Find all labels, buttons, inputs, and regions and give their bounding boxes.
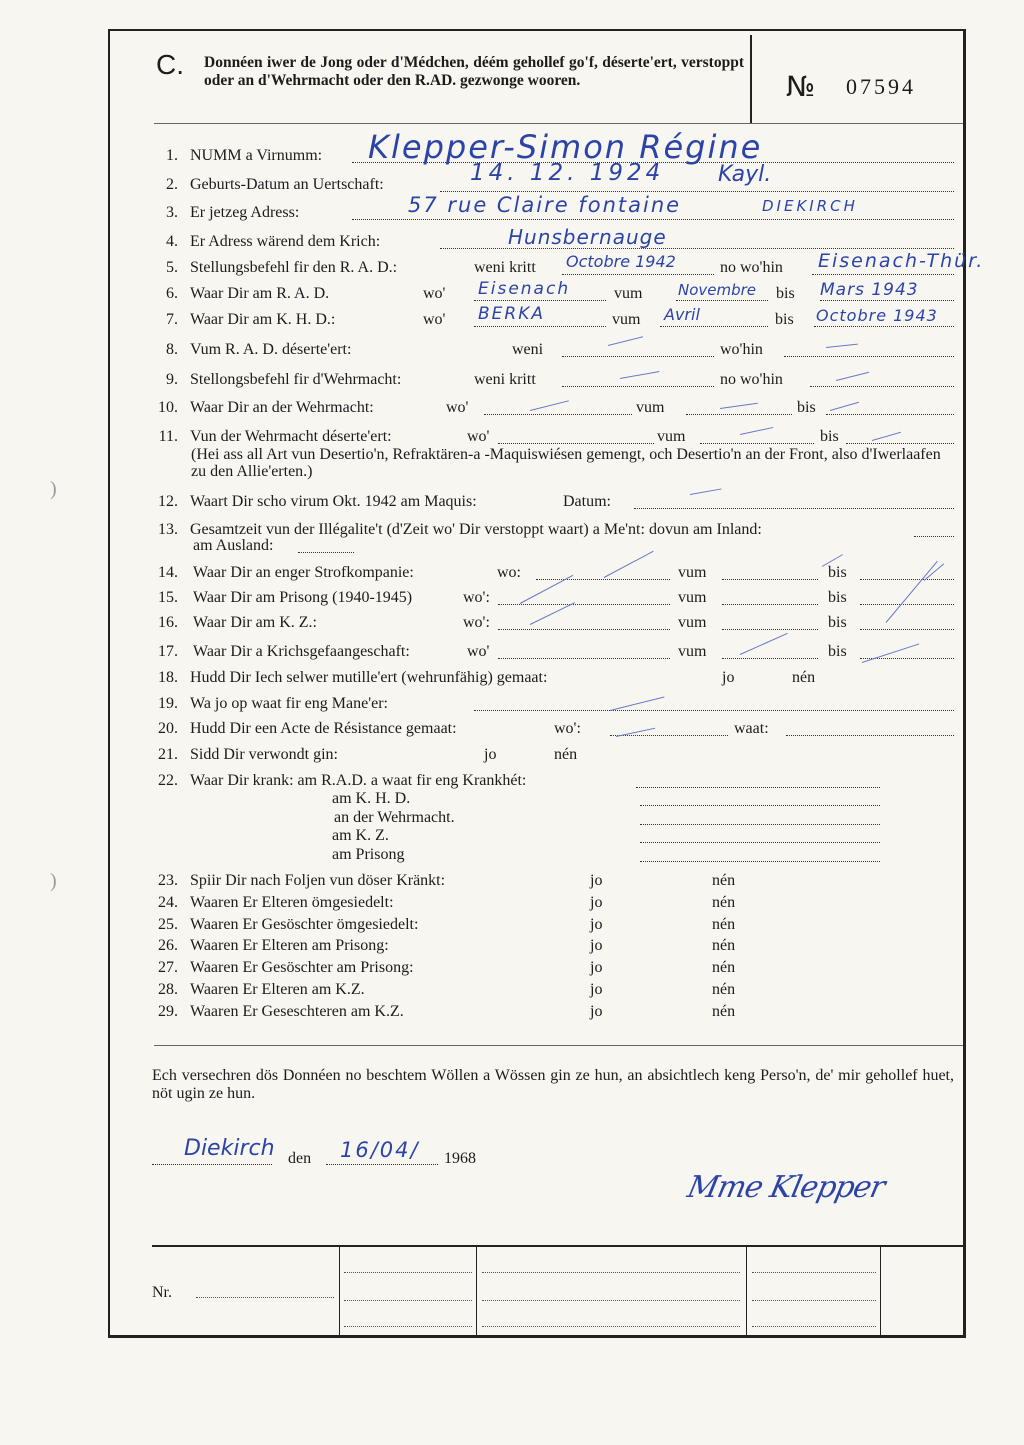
question-label-12: Waart Dir scho virum Okt. 1942 am Maquis: [190, 493, 477, 510]
answer-line [676, 299, 768, 301]
question-number-4: 4. [166, 233, 178, 250]
question-25-field-a: jo [590, 916, 603, 933]
answer-line [440, 190, 954, 192]
question-9-field-a: weni kritt [474, 371, 536, 388]
question-number-5: 5. [166, 259, 178, 276]
footer-col-line [880, 1246, 881, 1336]
question-11-field-a: wo' [467, 428, 490, 445]
place-line [152, 1163, 272, 1165]
question-11-field-b: vum [657, 428, 686, 445]
answer-line [826, 413, 954, 415]
question-14-field-a: wo: [497, 564, 521, 581]
question-27-field-a: jo [590, 959, 603, 976]
answer-line [474, 299, 606, 301]
question-label-14: Waar Dir an enger Strofkompanie: [193, 564, 414, 581]
section-header-text: Donnéen iwer de Jong oder d'Médchen, déém gehollef go'f, déserte'ert, verstoppt oder an d'Wehrmacht oder den R.AD. gezwonge wooren. [204, 54, 744, 89]
question-8-field-b: wo'hin [720, 341, 763, 358]
question-label-5: Stellungsbefehl fir den R. A. D.: [190, 259, 398, 276]
question-22-sub-3: am K. Z. [332, 827, 389, 844]
question-10-field-b: vum [636, 399, 665, 416]
question-number-14: 14. [158, 564, 178, 581]
section-letter: C. [156, 49, 184, 80]
question-number-17: 17. [158, 643, 178, 660]
hw-birth-place: Kayl. [718, 162, 772, 187]
question-20-field-a: wo': [554, 720, 581, 737]
question-number-29: 29. [158, 1003, 178, 1020]
question-label-16: Waar Dir am K. Z.: [193, 614, 317, 631]
hw-khd-from: Avril [664, 305, 700, 324]
question-label-24: Waaren Er Elteren ömgesiedelt: [190, 894, 394, 911]
question-18-field-b: nén [792, 669, 816, 686]
answer-line [810, 385, 954, 387]
question-label-25: Waaren Er Gesöschter ömgesiedelt: [190, 916, 419, 933]
footer-dotted [344, 1326, 472, 1327]
question-number-24: 24. [158, 894, 178, 911]
question-5-field-b: no wo'hin [720, 259, 783, 276]
answer-line [846, 442, 954, 444]
answer-line [634, 507, 954, 509]
den-label: den [288, 1150, 312, 1167]
question-5-field-a: weni kritt [474, 259, 536, 276]
question-number-1: 1. [166, 147, 178, 164]
question-label-10: Waar Dir an der Wehrmacht: [190, 399, 374, 416]
question-9-field-b: no wo'hin [720, 371, 783, 388]
question-7-field-b: vum [612, 311, 641, 328]
footer-dotted [482, 1300, 740, 1301]
hw-place: Diekirch [184, 1136, 275, 1161]
footer-dotted [752, 1272, 876, 1273]
answer-line [562, 385, 714, 387]
answer-line [352, 218, 954, 220]
question-label-22: Waar Dir krank: am R.A.D. a waat fir eng Krankhét: [190, 772, 527, 789]
question-number-9: 9. [166, 371, 178, 388]
form-bottom-rule [108, 1336, 966, 1338]
hw-birth-date: 14. 12. 1924 [470, 160, 665, 186]
question-17-field-c: bis [828, 643, 847, 660]
question-27-field-b: nén [712, 959, 736, 976]
question-16-field-c: bis [828, 614, 847, 631]
question-28-field-b: nén [712, 981, 736, 998]
footer-col-line [746, 1246, 747, 1336]
question-label-1: NUMM a Virnumm: [190, 147, 323, 164]
hw-rad-to: Mars 1943 [820, 280, 919, 300]
date-line [326, 1163, 438, 1165]
answer-line [812, 273, 954, 275]
answer-line [298, 551, 354, 553]
punch-hole-mark: ) [50, 478, 57, 500]
hw-khd-to: Octobre 1943 [816, 306, 938, 325]
question-6-field-b: vum [614, 285, 643, 302]
question-15-field-c: bis [828, 589, 847, 606]
document-number: 07594 [846, 74, 916, 99]
note-question-11: (Hei ass all Art vun Desertio'n, Refraktären-a -Maquiswiésen gemengt, och Desertio'n an der Front, also d'Iwerlaafen zu den Allie'erten.) [191, 446, 941, 480]
question-label-13: Gesamtzeit vun der Illégalite't (d'Zeit wo' Dir verstoppt waart) a Me'nt: dovun am Inland: [190, 521, 762, 538]
footer-top-rule [152, 1245, 966, 1247]
footer-dotted [752, 1300, 876, 1301]
question-22-sub-1: am K. H. D. [332, 790, 411, 807]
question-11-field-c: bis [820, 428, 839, 445]
answer-line [640, 841, 880, 843]
answer-line [474, 325, 606, 327]
question-23-field-a: jo [590, 872, 603, 889]
answer-line [722, 603, 818, 605]
answer-line [722, 628, 818, 630]
question-number-13: 13. [158, 521, 178, 538]
number-label: № [786, 70, 816, 103]
question-label-4: Er Adress wärend dem Krich: [190, 233, 381, 250]
hw-rad-from: Novembre [678, 281, 757, 299]
question-label-7: Waar Dir am K. H. D.: [190, 311, 336, 328]
answer-line [914, 535, 954, 537]
question-label-11: Vun der Wehrmacht déserte'ert: [190, 428, 392, 445]
question-label-6: Waar Dir am R. A. D. [190, 285, 330, 302]
question-6-field-a: wo' [423, 285, 446, 302]
hw-address-city: DIEKIRCH [762, 197, 858, 215]
answer-line [636, 786, 880, 788]
answer-line [814, 325, 954, 327]
answer-line [786, 734, 954, 736]
question-22-sub-2: an der Wehrmacht. [334, 808, 455, 826]
question-17-field-a: wo' [467, 643, 490, 660]
hw-rad-order-place: Eisenach-Thür. [818, 250, 985, 272]
answer-line [640, 860, 880, 862]
question-number-23: 23. [158, 872, 178, 889]
answer-line [498, 603, 670, 605]
answer-line [860, 578, 954, 580]
footer-col-line [476, 1246, 477, 1336]
question-number-26: 26. [158, 937, 178, 954]
question-number-7: 7. [166, 311, 178, 328]
answer-line [498, 628, 670, 630]
question-label-15: Waar Dir am Prisong (1940-1945) [193, 589, 413, 606]
question-15-field-b: vum [678, 589, 707, 606]
question-number-19: 19. [158, 695, 178, 712]
question-number-3: 3. [166, 204, 178, 221]
hw-date: 16/04/ [340, 1138, 420, 1162]
question-number-20: 20. [158, 720, 178, 737]
question-16-field-a: wo': [463, 614, 490, 631]
answer-line [660, 325, 768, 327]
hw-name: Klepper-Simon Régine [368, 128, 763, 166]
question-number-11: 11. [158, 428, 178, 445]
hw-war-address: Hunsbernauge [508, 225, 667, 249]
answer-line [562, 355, 714, 357]
question-number-28: 28. [158, 981, 178, 998]
question-label-3: Er jetzeg Adress: [190, 204, 300, 221]
question-22-sub-4: am Prisong [332, 845, 405, 863]
answer-line [700, 442, 814, 444]
question-20-field-b: waat: [734, 720, 769, 737]
question-number-2: 2. [166, 176, 178, 193]
answer-line [784, 355, 954, 357]
question-label-27: Waaren Er Gesöschter am Prisong: [190, 959, 414, 976]
footer-dotted [752, 1326, 876, 1327]
question-12-field-a: Datum: [563, 493, 611, 510]
question-label-2: Geburts-Datum an Uertschaft: [190, 176, 384, 193]
header-divider [750, 35, 752, 123]
question-number-21: 21. [158, 746, 178, 763]
question-15-field-a: wo': [463, 589, 490, 606]
question-8-field-a: weni [512, 341, 544, 358]
question-14-field-b: vum [678, 564, 707, 581]
question-28-field-a: jo [590, 981, 603, 998]
question-label-28: Waaren Er Elteren am K.Z. [190, 981, 365, 998]
questions-bottom-rule [154, 1045, 963, 1046]
question-17-field-b: vum [678, 643, 707, 660]
question-7-field-c: bis [775, 311, 794, 328]
question-21-field-a: jo [484, 746, 497, 763]
answer-line [860, 628, 954, 630]
question-label-29: Waaren Er Geseschteren am K.Z. [190, 1003, 404, 1020]
question-number-27: 27. [158, 959, 178, 976]
answer-line [562, 273, 714, 275]
question-6-field-c: bis [776, 285, 795, 302]
answer-line [536, 578, 670, 580]
declaration-text: Ech versechren dös Donnéen no beschtem Wöllen a Wössen gin ze hun, an absichtlech keng Perso'n, de' mir gehollef huet, nöt ugin ze hun. [152, 1067, 954, 1102]
question-21-field-b: nén [554, 746, 578, 763]
hw-khd-where: BERKA [478, 304, 545, 324]
question-label-19: Wa jo op waat fir eng Mane'er: [190, 695, 388, 712]
question-number-22: 22. [158, 772, 178, 789]
answer-line [474, 709, 954, 711]
question-29-field-b: nén [712, 1003, 736, 1020]
answer-line [498, 442, 654, 444]
footer-dotted [344, 1272, 472, 1273]
question-10-field-a: wo' [446, 399, 469, 416]
question-29-field-a: jo [590, 1003, 603, 1020]
year-label: 1968 [444, 1150, 476, 1167]
punch-hole-mark: ) [50, 870, 57, 892]
hw-rad-where: Eisenach [478, 279, 571, 299]
question-number-10: 10. [158, 399, 178, 416]
question-26-field-a: jo [590, 937, 603, 954]
footer-dotted [482, 1272, 740, 1273]
question-13-ausland: am Ausland: [193, 537, 274, 554]
question-label-21: Sidd Dir verwondt gin: [190, 746, 338, 763]
question-14-field-c: bis [828, 564, 847, 581]
footer-col-line [339, 1246, 340, 1336]
answer-line [722, 657, 818, 659]
question-label-23: Spiir Dir nach Foljen vun döser Kränkt: [190, 872, 446, 889]
footer-dotted [344, 1300, 472, 1301]
signature: Mme Klepper [684, 1170, 888, 1205]
answer-line [484, 413, 632, 415]
question-24-field-b: nén [712, 894, 736, 911]
answer-line [498, 657, 670, 659]
nr-label: Nr. [152, 1284, 172, 1301]
question-label-18: Hudd Dir Iech selwer mutille'ert (wehrunfähig) gemaat: [190, 669, 548, 686]
question-number-18: 18. [158, 669, 178, 686]
question-label-9: Stellongsbefehl fir d'Wehrmacht: [190, 371, 402, 388]
answer-line [722, 578, 818, 580]
answer-line [640, 804, 880, 806]
question-number-16: 16. [158, 614, 178, 631]
answer-line [640, 823, 880, 825]
footer-dotted [482, 1326, 740, 1327]
hw-rad-order-date: Octobre 1942 [566, 252, 676, 271]
question-label-17: Waar Dir a Krichsgefaangeschaft: [193, 643, 410, 660]
question-label-8: Vum R. A. D. déserte'ert: [190, 341, 352, 358]
question-number-25: 25. [158, 916, 178, 933]
question-24-field-a: jo [590, 894, 603, 911]
question-10-field-c: bis [797, 399, 816, 416]
question-18-field-a: jo [722, 669, 735, 686]
hw-address: 57 rue Claire fontaine [408, 193, 682, 217]
header-bottom-rule [154, 123, 963, 124]
question-7-field-a: wo' [423, 311, 446, 328]
question-label-20: Hudd Dir een Acte de Résistance gemaat: [190, 720, 457, 737]
question-number-12: 12. [158, 493, 178, 510]
question-16-field-b: vum [678, 614, 707, 631]
answer-line [686, 413, 792, 415]
question-label-26: Waaren Er Elteren am Prisong: [190, 937, 389, 954]
question-number-6: 6. [166, 285, 178, 302]
question-number-8: 8. [166, 341, 178, 358]
question-26-field-b: nén [712, 937, 736, 954]
question-23-field-b: nén [712, 872, 736, 889]
answer-line [860, 603, 954, 605]
question-number-15: 15. [158, 589, 178, 606]
question-25-field-b: nén [712, 916, 736, 933]
nr-line [196, 1297, 334, 1298]
